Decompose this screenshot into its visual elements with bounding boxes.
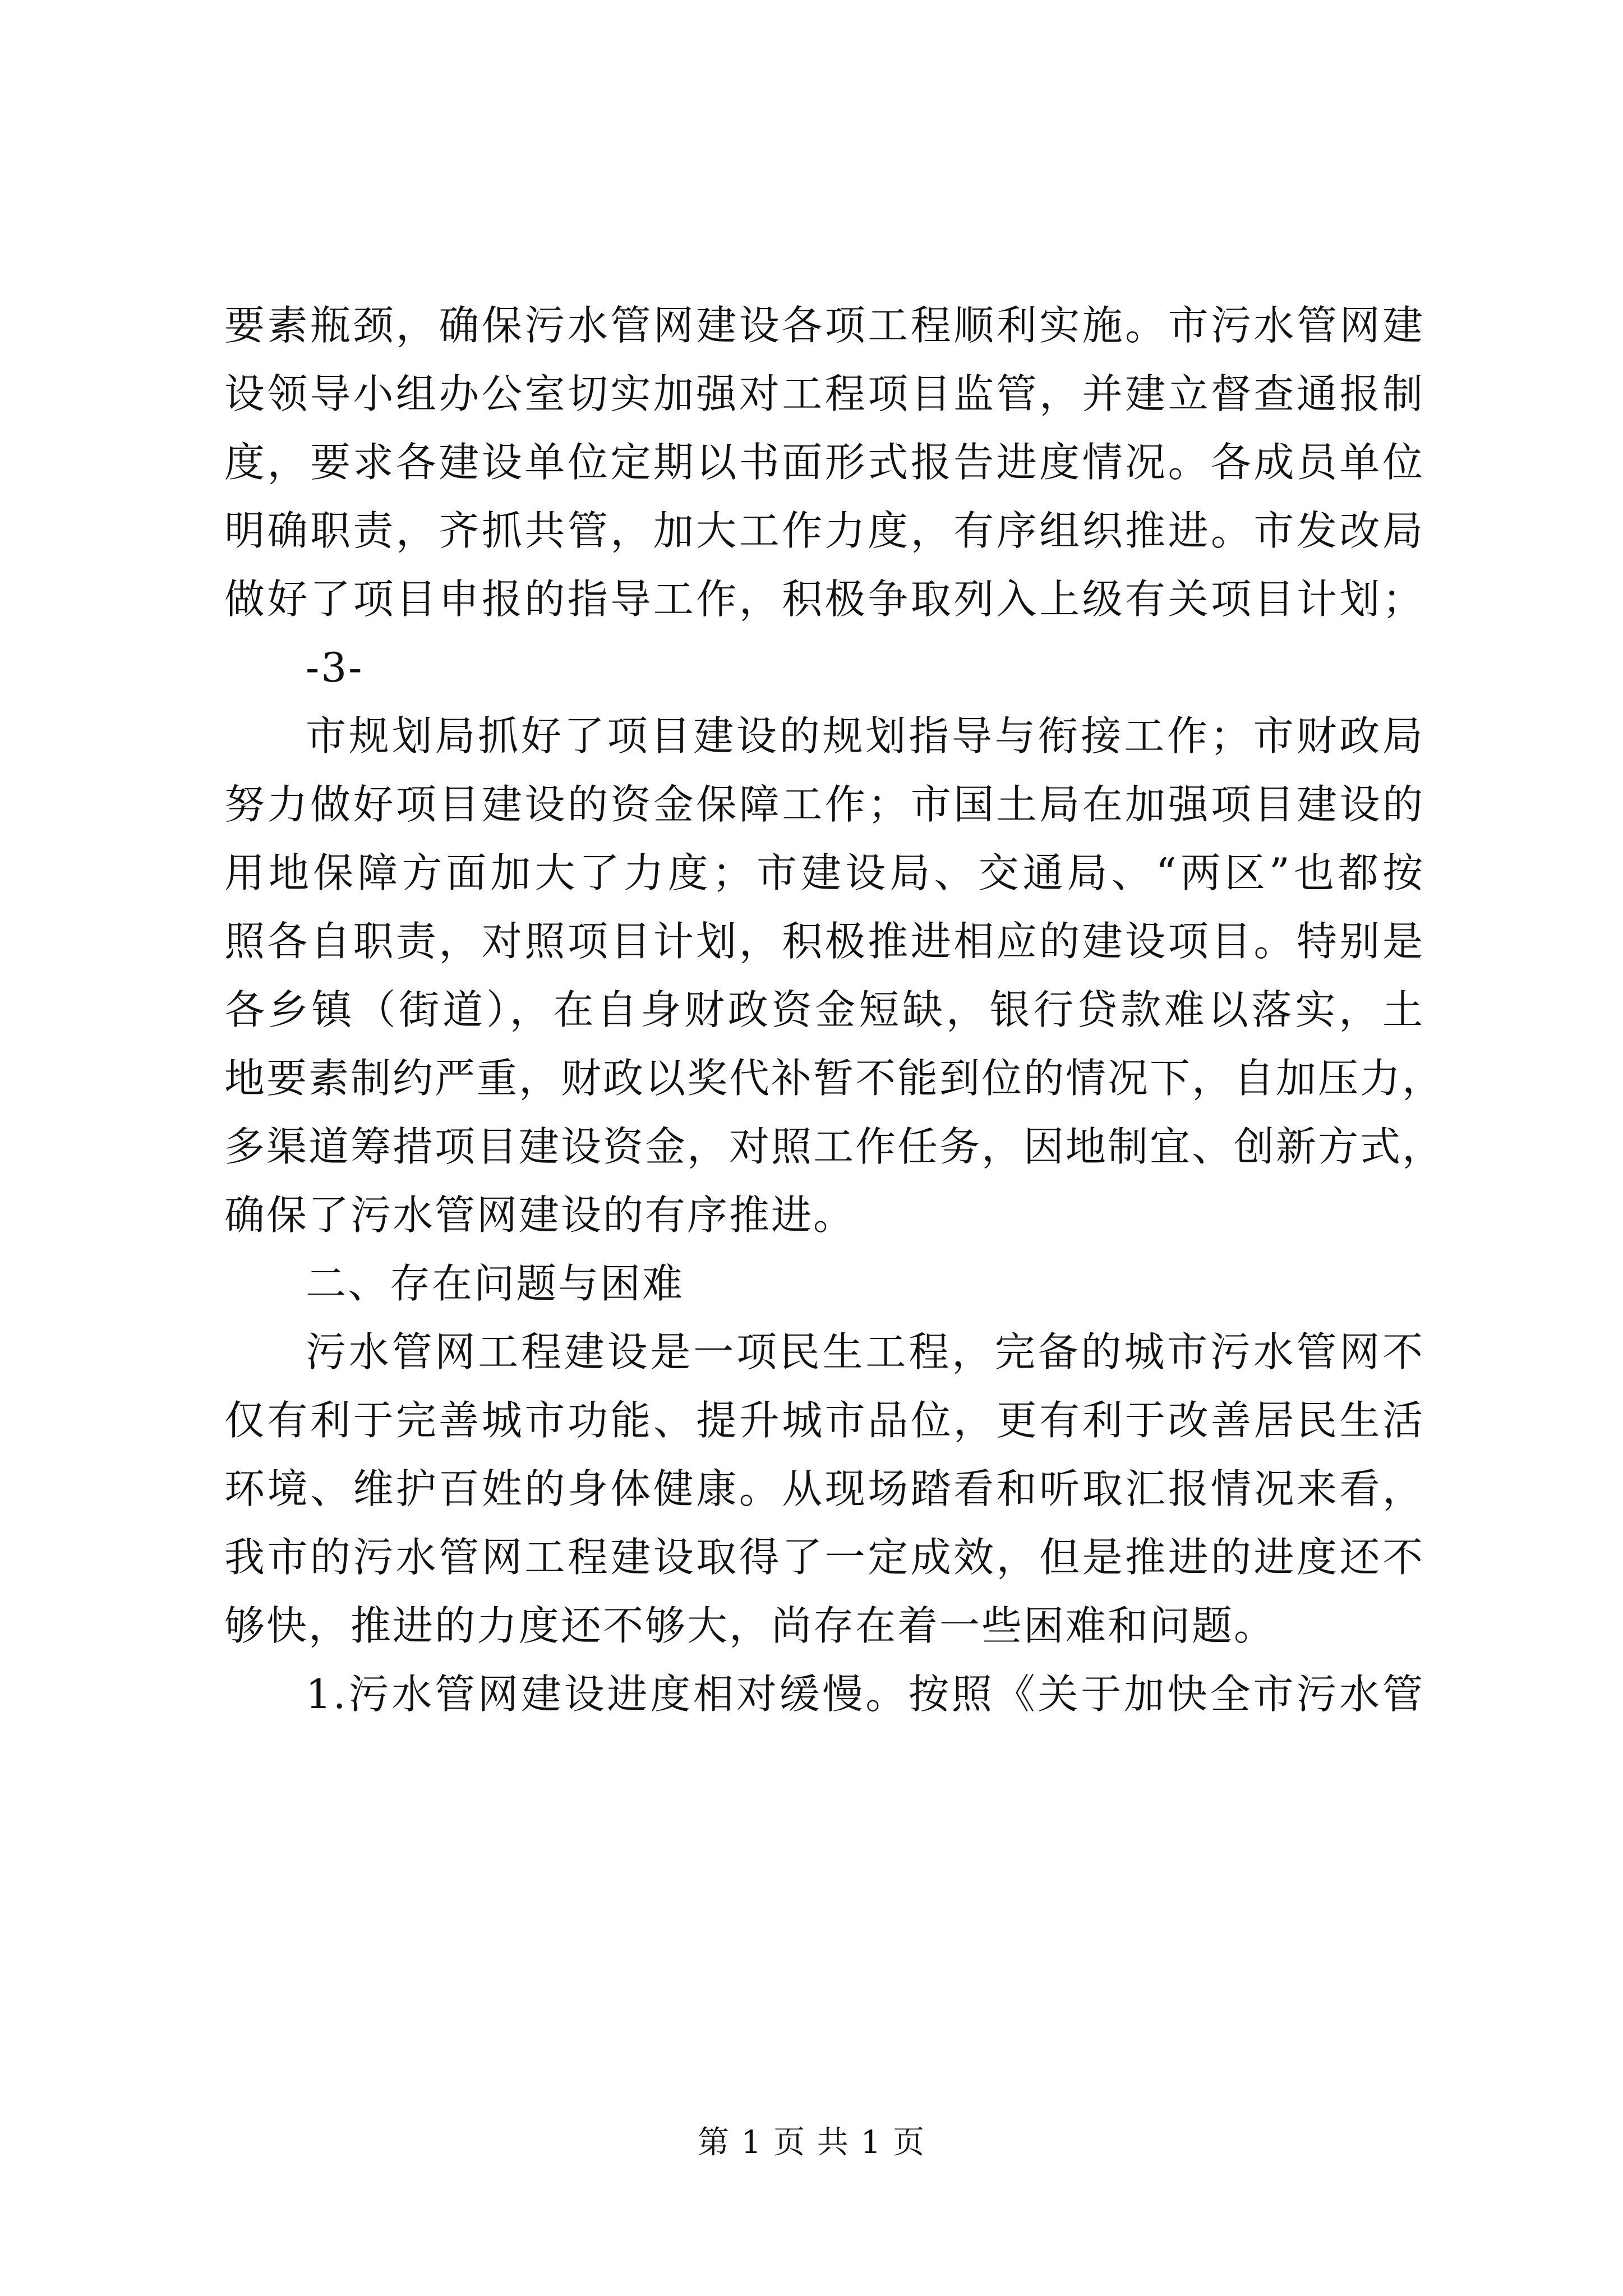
text-line: 环境、维护百姓的身体健康。从现场踏看和听取汇报情况来看， — [224, 1465, 1424, 1512]
paragraph-first-line: 污水管网工程建设是一项民生工程，完备的城市污水管网不 — [306, 1328, 1424, 1375]
text-line: 努力做好项目建设的资金保障工作；市国土局在加强项目建设的 — [224, 781, 1424, 828]
text-line: 明确职责，齐抓共管，加大工作力度，有序组织推进。市发改局 — [224, 507, 1424, 554]
text-line: 做好了项目申报的指导工作，积极争取列入上级有关项目计划； — [224, 576, 1424, 623]
text-line: 要素瓶颈，确保污水管网建设各项工程顺利实施。市污水管网建 — [224, 302, 1424, 349]
text-line: 度，要求各建设单位定期以书面形式报告进度情况。各成员单位 — [224, 439, 1424, 486]
text-line: 多渠道筹措项目建设资金，对照工作任务，因地制宜、创新方式， — [224, 1123, 1445, 1170]
text-line: 照各自职责，对照项目计划，积极推进相应的建设项目。特别是 — [224, 918, 1424, 965]
text-line: 用地保障方面加大了力度；市建设局、交通局、“两区”也都按 — [224, 849, 1424, 896]
text-line: 确保了污水管网建设的有序推进。 — [224, 1191, 856, 1239]
text-line: 我市的污水管网工程建设取得了一定成效，但是推进的进度还不 — [224, 1534, 1424, 1581]
text-line: 够快，推进的力度还不够大，尚存在着一些困难和问题。 — [224, 1602, 1276, 1649]
paragraph-first-line: 市规划局抓好了项目建设的规划指导与衔接工作；市财政局 — [306, 712, 1424, 760]
page-footer: 第 1 页 共 1 页 — [697, 2124, 926, 2161]
list-item-first-line: 1.污水管网建设进度相对缓慢。按照《关于加快全市污水管 — [306, 1671, 1424, 1718]
section-heading: 二、存在问题与困难 — [306, 1260, 685, 1307]
text-line: 各乡镇（街道），在自身财政资金短缺，银行贷款难以落实，土 — [224, 986, 1424, 1033]
text-line: 仅有利于完善城市功能、提升城市品位，更有利于改善居民生活 — [224, 1397, 1424, 1444]
text-line: 地要素制约严重，财政以奖代补暂不能到位的情况下，自加压力， — [224, 1055, 1445, 1102]
text-line: 设领导小组办公室切实加强对工程项目监管，并建立督查通报制 — [224, 370, 1424, 417]
page-number-marker: -3- — [306, 644, 364, 691]
